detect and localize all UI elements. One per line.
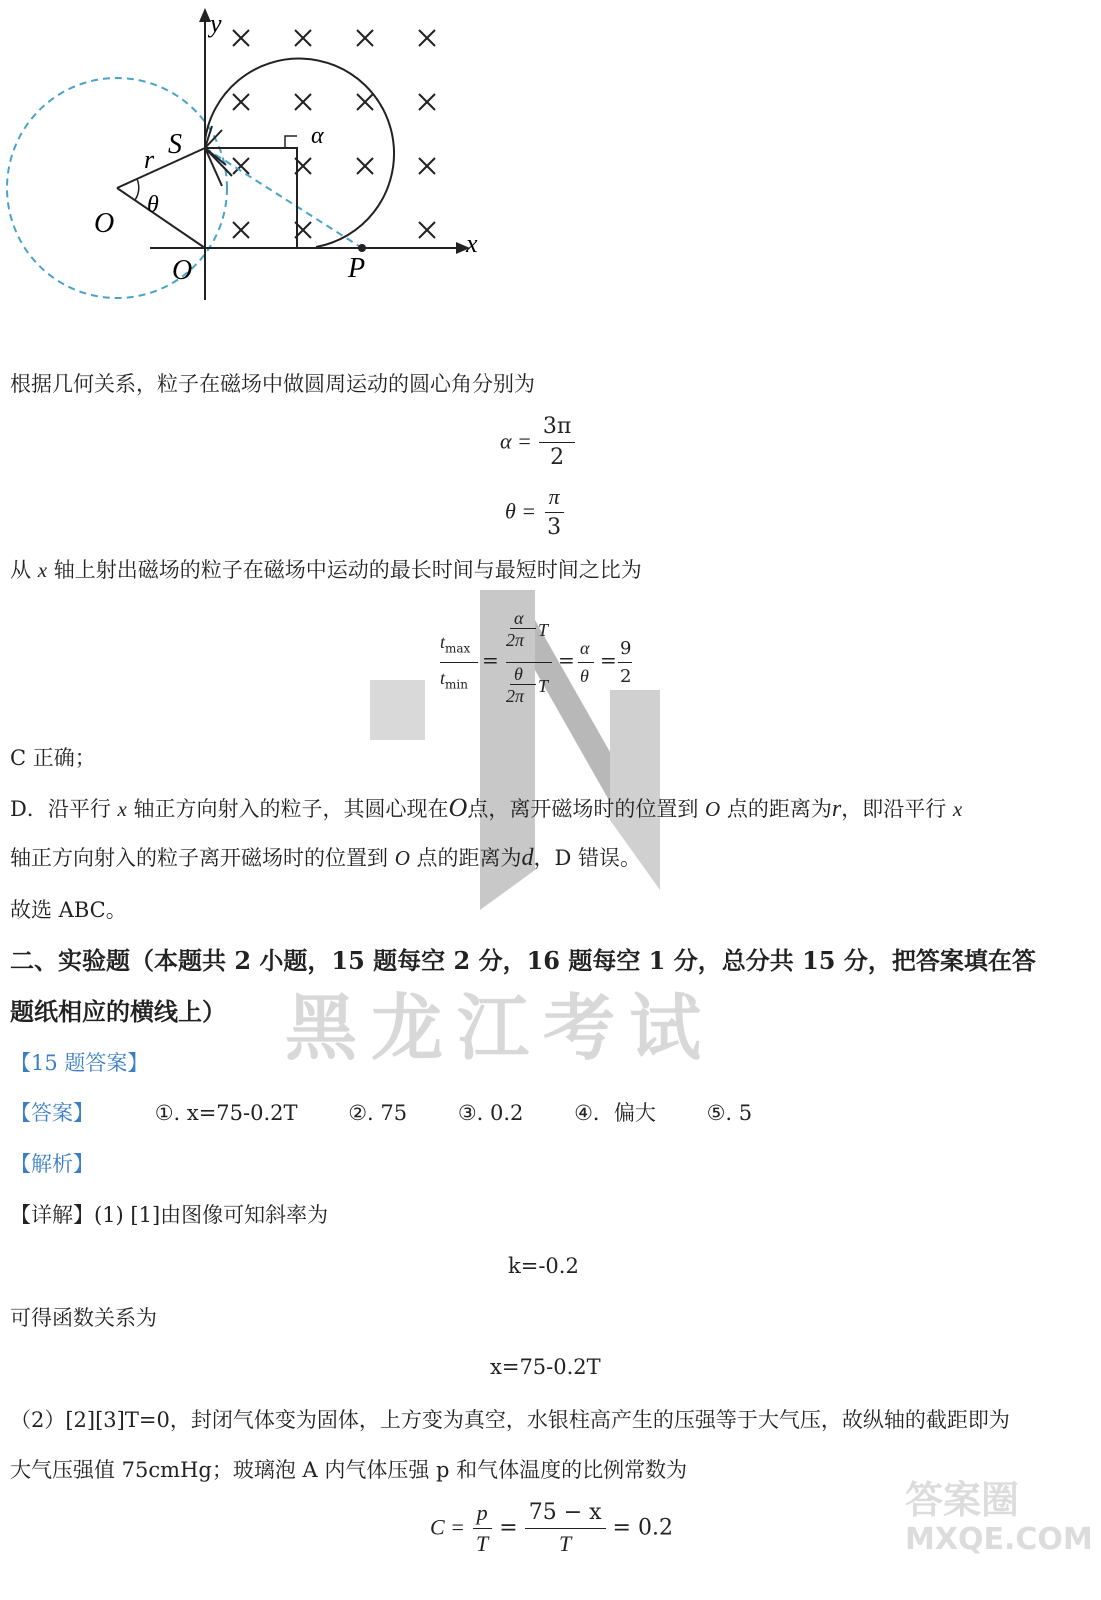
answer-1: ①. x=75-0.2T — [154, 1101, 298, 1125]
analysis-label: 【解析】 — [10, 1152, 94, 1176]
physics-figure — [0, 0, 520, 300]
label-x: x — [466, 229, 478, 258]
alpha-mark — [285, 136, 297, 148]
field-crosses — [233, 30, 435, 238]
paragraph-ratio: 从 x 轴上射出磁场的粒子在磁场中运动的最长时间与最短时间之比为 — [10, 558, 642, 582]
trajectory-arc — [205, 59, 394, 247]
d-line-2: 轴正方向射入的粒子离开磁场时的位置到 O 点的距离为d，D 错误。 — [10, 845, 642, 871]
detail-line: 【详解】(1) [1]由图像可知斜率为 — [10, 1203, 329, 1227]
section-heading-line-1: 二、实验题（本题共 2 小题，15 题每空 2 分，16 题每空 1 分，总分共 15 分，把答案填在答 — [10, 946, 1036, 975]
section-heading-line-2: 题纸相应的横线上） — [10, 997, 226, 1026]
answer-2: ②. 75 — [348, 1101, 408, 1125]
dashed-chord — [205, 148, 362, 248]
label-r: r — [144, 145, 155, 174]
radius-os — [117, 148, 205, 188]
answer-4: ④．偏大 — [574, 1101, 656, 1125]
field-cross — [419, 158, 435, 174]
point-p — [358, 244, 366, 252]
field-cross — [233, 222, 249, 238]
paragraph-pressure: 大气压强值 75cmHg；玻璃泡 A 内气体压强 p 和气体温度的比例常数为 — [10, 1458, 688, 1482]
field-cross — [419, 222, 435, 238]
answer-row — [10, 1099, 796, 1127]
label-o-center: O — [94, 208, 115, 239]
field-cross — [295, 94, 311, 110]
equation-ratio: $t_{max}$ $t_{min}$ = α 2π T θ 2π T = α θ = 9 2 — [440, 608, 632, 706]
q15-label: 【15 题答案】 — [10, 1051, 149, 1075]
equation-x: x=75-0.2T — [490, 1355, 601, 1379]
answer-5: ⑤. 5 — [706, 1101, 753, 1125]
c-correct: C 正确； — [10, 746, 96, 770]
field-cross — [233, 94, 249, 110]
equation-k: k=-0.2 — [508, 1254, 579, 1278]
field-cross — [357, 94, 373, 110]
theta-arc — [135, 179, 139, 200]
label-o-origin: O — [172, 255, 193, 286]
field-cross — [419, 30, 435, 46]
label-p: P — [348, 253, 366, 284]
field-cross — [419, 94, 435, 110]
label-theta: θ — [147, 192, 159, 218]
answer-label: 【答案】 — [10, 1101, 94, 1125]
label-y: y — [210, 9, 222, 38]
field-cross — [357, 30, 373, 46]
watermark-text: 黑龙江考试 — [285, 985, 716, 1070]
d-line-1: D．沿平行 x 轴正方向射入的粒子，其圆心现在O点，离开磁场时的位置到 O 点的距离为r，即沿平行 x — [10, 793, 963, 822]
field-cross — [295, 30, 311, 46]
radius-oo — [117, 188, 205, 248]
field-cross — [233, 30, 249, 46]
equation-theta: θ = $\frac{\pi}{3}$ — [505, 482, 565, 543]
field-cross — [233, 158, 249, 174]
choose-answer: 故选 ABC。 — [10, 898, 127, 922]
equation-c: C = $\frac{p}{T}$ = $\frac{75 - x}{T}$ = 0.2 — [430, 1500, 673, 1556]
paragraph-geometry: 根据几何关系，粒子在磁场中做圆周运动的圆心角分别为 — [10, 372, 535, 396]
watermark-corner: 答案圈 MXQE.COM — [905, 1478, 1093, 1557]
function-line: 可得函数关系为 — [10, 1306, 157, 1330]
paragraph-part2: （2）[2][3]T=0，封闭气体变为固体，上方变为真空，水银柱高产生的压强等于大气压，故纵轴的截距即为 — [10, 1408, 1010, 1432]
label-s: S — [168, 129, 182, 160]
answer-3: ③. 0.2 — [457, 1101, 524, 1125]
equation-alpha: α = $\frac{3\pi}{2}$ — [500, 412, 575, 473]
label-alpha: α — [311, 123, 324, 149]
field-cross — [357, 158, 373, 174]
